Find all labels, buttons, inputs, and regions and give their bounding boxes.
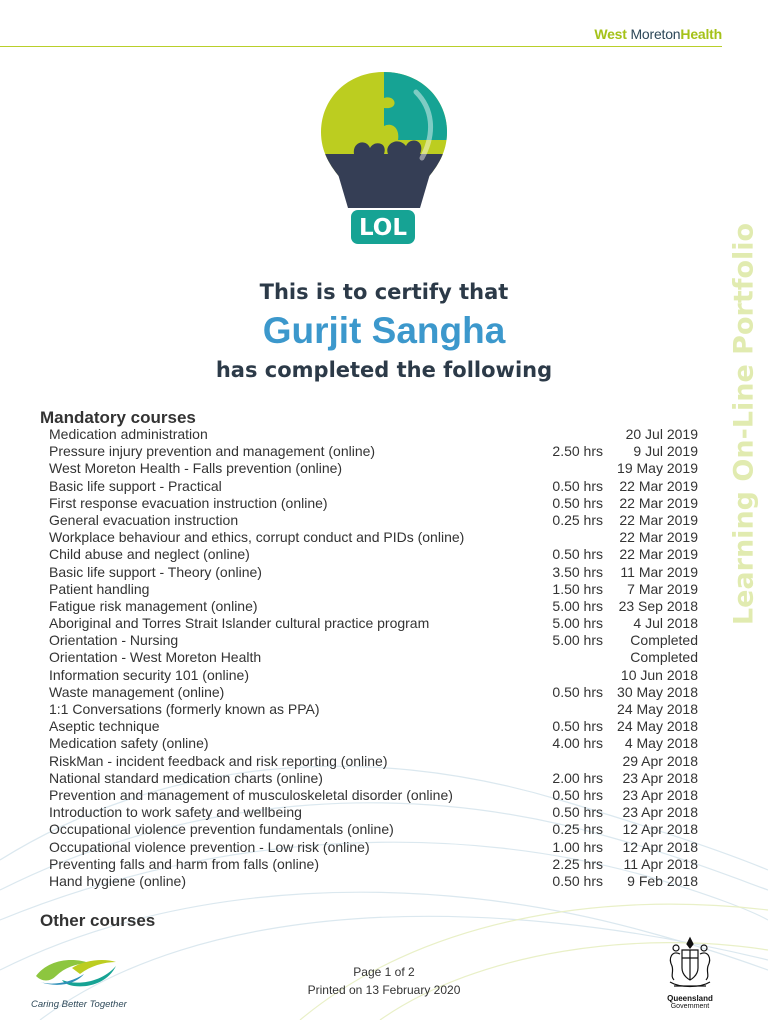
course-hours: 2.25 hrs [552, 855, 603, 872]
course-row [0, 495, 768, 512]
course-date: 9 Jul 2019 [633, 443, 698, 460]
page-number: Page 1 of 2 [353, 965, 415, 979]
course-date: 24 May 2018 [617, 701, 698, 717]
mandatory-course-list [0, 426, 768, 890]
course-name: Patient handling [49, 580, 150, 597]
course-row [0, 564, 768, 581]
course-row [0, 856, 768, 873]
course-row [0, 821, 768, 838]
course-name: Medication administration [49, 426, 208, 442]
course-row [0, 701, 768, 718]
course-hours: 2.00 hrs [552, 769, 603, 786]
course-date: 22 Mar 2019 [619, 477, 698, 494]
course-hours: 5.00 hrs [552, 632, 603, 649]
gov-name: Queensland [667, 994, 713, 1003]
course-hours: 5.00 hrs [552, 597, 603, 614]
course-name: Occupational violence prevention fundamentals (online) [49, 821, 394, 838]
mandatory-courses-heading: Mandatory courses [40, 408, 196, 427]
brand-part-1: West [594, 26, 627, 42]
course-row [0, 443, 768, 460]
course-date: 29 Apr 2018 [622, 752, 698, 769]
course-date: 11 Mar 2019 [620, 563, 698, 580]
course-hours: 1.50 hrs [552, 580, 603, 597]
course-name: Hand hygiene (online) [49, 872, 186, 889]
course-hours: 3.50 hrs [552, 563, 603, 580]
logo-label: LOL [358, 215, 408, 241]
side-watermark-text: Learning On-Line Portfolio [728, 222, 760, 626]
course-date: 22 Mar 2019 [619, 546, 698, 563]
course-name: First response evacuation instruction (online) [49, 494, 328, 511]
course-name: Information security 101 (online) [49, 666, 249, 683]
course-date: 19 May 2019 [617, 460, 698, 477]
course-hours: 0.50 hrs [552, 786, 603, 803]
course-hours: 0.25 hrs [552, 511, 603, 528]
course-name: Preventing falls and harm from falls (online) [49, 855, 320, 872]
course-date: 22 Mar 2019 [619, 511, 698, 528]
course-row [0, 804, 768, 821]
course-name: Occupational violence prevention - Low risk (online) [49, 838, 370, 855]
course-row [0, 615, 768, 632]
lightbulb-puzzle-logo [318, 70, 450, 246]
course-date: 12 Apr 2018 [622, 838, 698, 855]
header-rule [0, 46, 722, 47]
course-date: 9 Feb 2018 [627, 872, 698, 889]
course-row [0, 529, 768, 546]
certify-outro: has completed the following [215, 358, 553, 382]
course-name: General evacuation instruction [49, 511, 239, 528]
course-date: 23 Sep 2018 [618, 597, 698, 614]
course-hours: 2.50 hrs [552, 443, 603, 460]
course-name: Aseptic technique [49, 718, 160, 735]
course-hours: 5.00 hrs [552, 615, 603, 632]
course-hours: 0.50 hrs [552, 718, 603, 735]
course-name: West Moreton Health - Falls prevention (online) [49, 460, 343, 477]
certify-intro: This is to certify that [259, 280, 509, 304]
course-row [0, 512, 768, 529]
course-name: Basic life support - Practical [49, 477, 222, 494]
course-name: RiskMan - incident feedback and risk reporting (online) [49, 752, 388, 769]
course-name: 1:1 Conversations (formerly known as PPA) [49, 701, 320, 717]
course-hours: 0.25 hrs [552, 821, 603, 838]
course-hours: 0.50 hrs [552, 477, 603, 494]
course-date: 23 Apr 2018 [622, 769, 698, 786]
gov-sub: Government [670, 1003, 710, 1010]
course-row [0, 735, 768, 752]
course-row [0, 478, 768, 495]
course-name: Workplace behaviour and ethics, corrupt conduct and PIDs (online) [49, 529, 465, 546]
course-row [0, 426, 768, 443]
course-row [0, 684, 768, 701]
course-row [0, 649, 768, 666]
course-date: 4 Jul 2018 [633, 615, 698, 632]
course-date: 22 Mar 2019 [619, 494, 698, 511]
course-name: Aboriginal and Torres Strait Islander cultural practice program [49, 615, 430, 632]
other-courses-heading: Other courses [40, 911, 156, 930]
course-hours: 0.50 hrs [552, 546, 603, 563]
course-row [0, 546, 768, 563]
footer-tagline: Caring Better Together [31, 999, 127, 1010]
brand-part-3: Health [680, 26, 722, 42]
course-row [0, 632, 768, 649]
course-name: Medication safety (online) [49, 735, 209, 752]
course-hours: 1.00 hrs [552, 838, 603, 855]
course-date: 30 May 2018 [617, 683, 698, 700]
queensland-crest-icon [662, 936, 718, 994]
course-name: Pressure injury prevention and management (online) [49, 443, 376, 460]
course-row [0, 839, 768, 856]
course-hours: 4.00 hrs [552, 735, 603, 752]
printed-date: Printed on 13 February 2020 [307, 983, 461, 997]
course-date: 24 May 2018 [617, 718, 698, 735]
course-name: Child abuse and neglect (online) [49, 546, 250, 563]
brand-part-2: Moreton [630, 26, 681, 42]
course-date: Completed [630, 649, 698, 666]
course-row [0, 598, 768, 615]
course-name: Fatigue risk management (online) [49, 597, 258, 614]
course-name: Orientation - Nursing [49, 632, 179, 649]
course-date: 23 Apr 2018 [622, 786, 698, 803]
course-row [0, 718, 768, 735]
course-row [0, 787, 768, 804]
course-date: Completed [630, 632, 698, 649]
course-row [0, 753, 768, 770]
course-date: 10 Jun 2018 [620, 666, 698, 683]
course-date: 4 May 2018 [624, 735, 698, 752]
course-date: 23 Apr 2018 [622, 804, 698, 821]
course-row [0, 460, 768, 477]
course-date: 11 Apr 2018 [623, 855, 698, 872]
course-row [0, 581, 768, 598]
course-row [0, 770, 768, 787]
course-name: Waste management (online) [49, 683, 225, 700]
course-date: 12 Apr 2018 [622, 821, 698, 838]
course-date: 22 Mar 2019 [619, 529, 698, 546]
course-name: Prevention and management of musculoskeletal disorder (online) [49, 786, 453, 803]
course-hours: 0.50 hrs [552, 872, 603, 889]
course-name: Orientation - West Moreton Health [49, 649, 262, 666]
course-date: 20 Jul 2019 [625, 426, 698, 442]
course-name: Introduction to work safety and wellbeing [49, 804, 302, 821]
course-row [0, 873, 768, 890]
course-hours: 0.50 hrs [552, 804, 603, 821]
course-name: National standard medication charts (online) [49, 769, 323, 786]
course-hours: 0.50 hrs [552, 683, 603, 700]
recipient-name: Gurjit Sangha [262, 310, 506, 351]
course-name: Basic life support - Theory (online) [49, 563, 262, 580]
course-date: 7 Mar 2019 [627, 580, 698, 597]
brand-logo [594, 26, 722, 42]
course-row [0, 667, 768, 684]
course-hours: 0.50 hrs [552, 494, 603, 511]
